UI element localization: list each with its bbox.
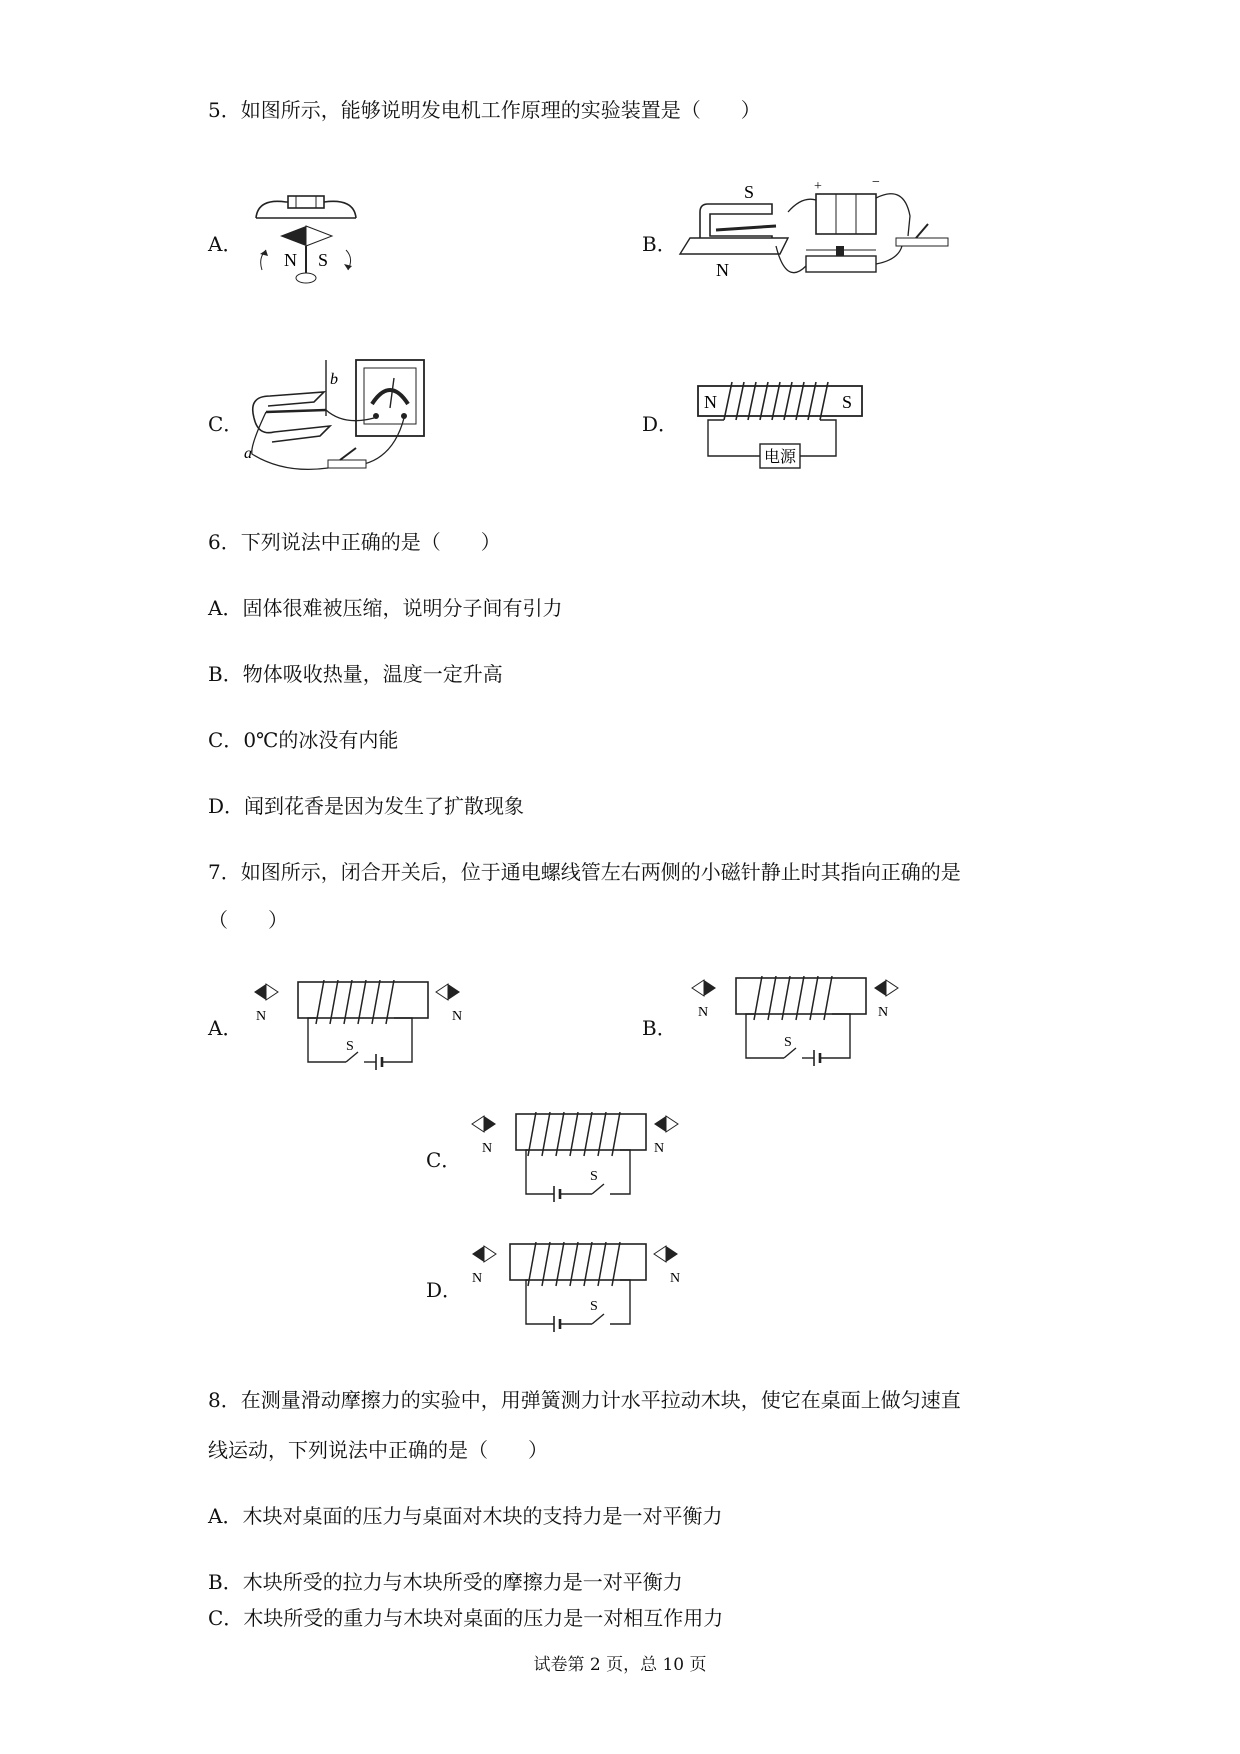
q5b-minus: − (872, 176, 880, 190)
q6-option-c (208, 726, 398, 754)
q7d-right-n: N (670, 1271, 681, 1286)
q7-figure-d (470, 1242, 690, 1342)
q8-option-a-text: 木块对桌面的压力与桌面对木块的支持力是一对平衡力 (242, 1504, 723, 1528)
q7b-switch-s: S (784, 1035, 792, 1050)
q5-figure-d (696, 376, 866, 476)
q7-option-b-label: B． (642, 1016, 677, 1040)
q7-option-c-label: C． (426, 1148, 462, 1172)
q8-option-b-text: 木块所受的拉力与木块所受的摩擦力是一对平衡力 (242, 1570, 683, 1594)
q7b-left-n: N (698, 1005, 709, 1020)
q7-stem-line1 (208, 858, 961, 886)
q8-option-c-text: 木块所受的重力与木块对桌面的压力是一对相互作用力 (243, 1606, 724, 1630)
q6-number: 6． (208, 530, 241, 554)
q5-text: 如图所示，能够说明发电机工作原理的实验装置是（ ） (240, 98, 761, 122)
q5-option-b-label: B． (642, 232, 677, 256)
q5a-s-letter: S (318, 250, 329, 270)
q7-figure-b (690, 976, 910, 1076)
q5-figure-c (244, 356, 444, 486)
q5b-n-letter: N (716, 260, 729, 280)
page-footer: 试卷第 2 页，总 10 页 (533, 1655, 707, 1675)
q8-option-c-label: C． (208, 1606, 244, 1630)
q7-option-a-label: A． (208, 1016, 243, 1040)
q5d-power-text: 电源 (764, 447, 797, 466)
q7b-right-n: N (878, 1005, 889, 1020)
q5d-n-letter: N (704, 392, 717, 412)
q5-option-d-label: D． (642, 412, 679, 436)
q7-figure-a (252, 980, 472, 1080)
q7-text-line1: 如图所示，闭合开关后，位于通电螺线管左右两侧的小磁针静止时其指向正确的是 (240, 860, 961, 884)
q8-stem-line1 (208, 1386, 961, 1414)
q8-option-a (208, 1502, 722, 1530)
q8-option-b-label: B． (208, 1570, 243, 1594)
q6-option-b (208, 660, 503, 688)
q6-option-c-label: C． (208, 728, 244, 752)
q5-figure-a (246, 186, 366, 296)
q6-option-d (208, 792, 524, 820)
q7a-right-n: N (452, 1009, 463, 1024)
q6-option-b-text: 物体吸收热量，温度一定升高 (242, 662, 503, 686)
q6-option-d-label: D． (208, 794, 245, 818)
q6-option-a (208, 594, 562, 622)
q5-option-c-label: C． (208, 412, 244, 436)
q7c-right-n: N (654, 1141, 665, 1156)
q8-option-a-label: A． (208, 1504, 243, 1528)
q5c-b-letter: b (330, 371, 338, 388)
q8-option-c-visible (208, 1604, 723, 1632)
q8-option-b (208, 1568, 683, 1596)
q7c-switch-s: S (590, 1169, 598, 1184)
q7d-left-n: N (472, 1271, 483, 1286)
q8-stem-line2: 线运动，下列说法中正确的是（ ） (208, 1438, 548, 1462)
q7-stem-line2: （ ） (208, 908, 288, 932)
q8-number: 8． (208, 1388, 241, 1412)
q7-number: 7． (208, 860, 241, 884)
q5-number: 5． (208, 98, 241, 122)
q6-option-a-label: A． (208, 596, 243, 620)
q5b-s-letter: S (744, 182, 755, 202)
q7c-left-n: N (482, 1141, 493, 1156)
q5b-plus: + (814, 179, 822, 194)
q5d-s-letter: S (842, 392, 853, 412)
q5-figure-b (676, 176, 956, 306)
q7a-left-n: N (256, 1009, 267, 1024)
q6-text: 下列说法中正确的是（ ） (240, 530, 501, 554)
q6-option-c-text: 0℃的冰没有内能 (243, 728, 399, 752)
q7a-switch-s: S (346, 1039, 354, 1054)
q5-stem (208, 96, 761, 124)
q5-option-a-label: A． (208, 232, 243, 256)
q5a-n-letter: N (284, 250, 297, 270)
q6-option-a-text: 固体很难被压缩，说明分子间有引力 (242, 596, 563, 620)
q8-text-line1: 在测量滑动摩擦力的实验中，用弹簧测力计水平拉动木块，使它在桌面上做匀速直 (240, 1388, 961, 1412)
q7d-switch-s: S (590, 1299, 598, 1314)
q7-option-d-label: D． (426, 1278, 463, 1302)
q6-option-d-text: 闻到花香是因为发生了扩散现象 (244, 794, 525, 818)
q6-option-b-label: B． (208, 662, 243, 686)
q7-figure-c (470, 1112, 690, 1212)
q5c-a-letter: a (244, 445, 252, 462)
q6-stem (208, 528, 501, 556)
